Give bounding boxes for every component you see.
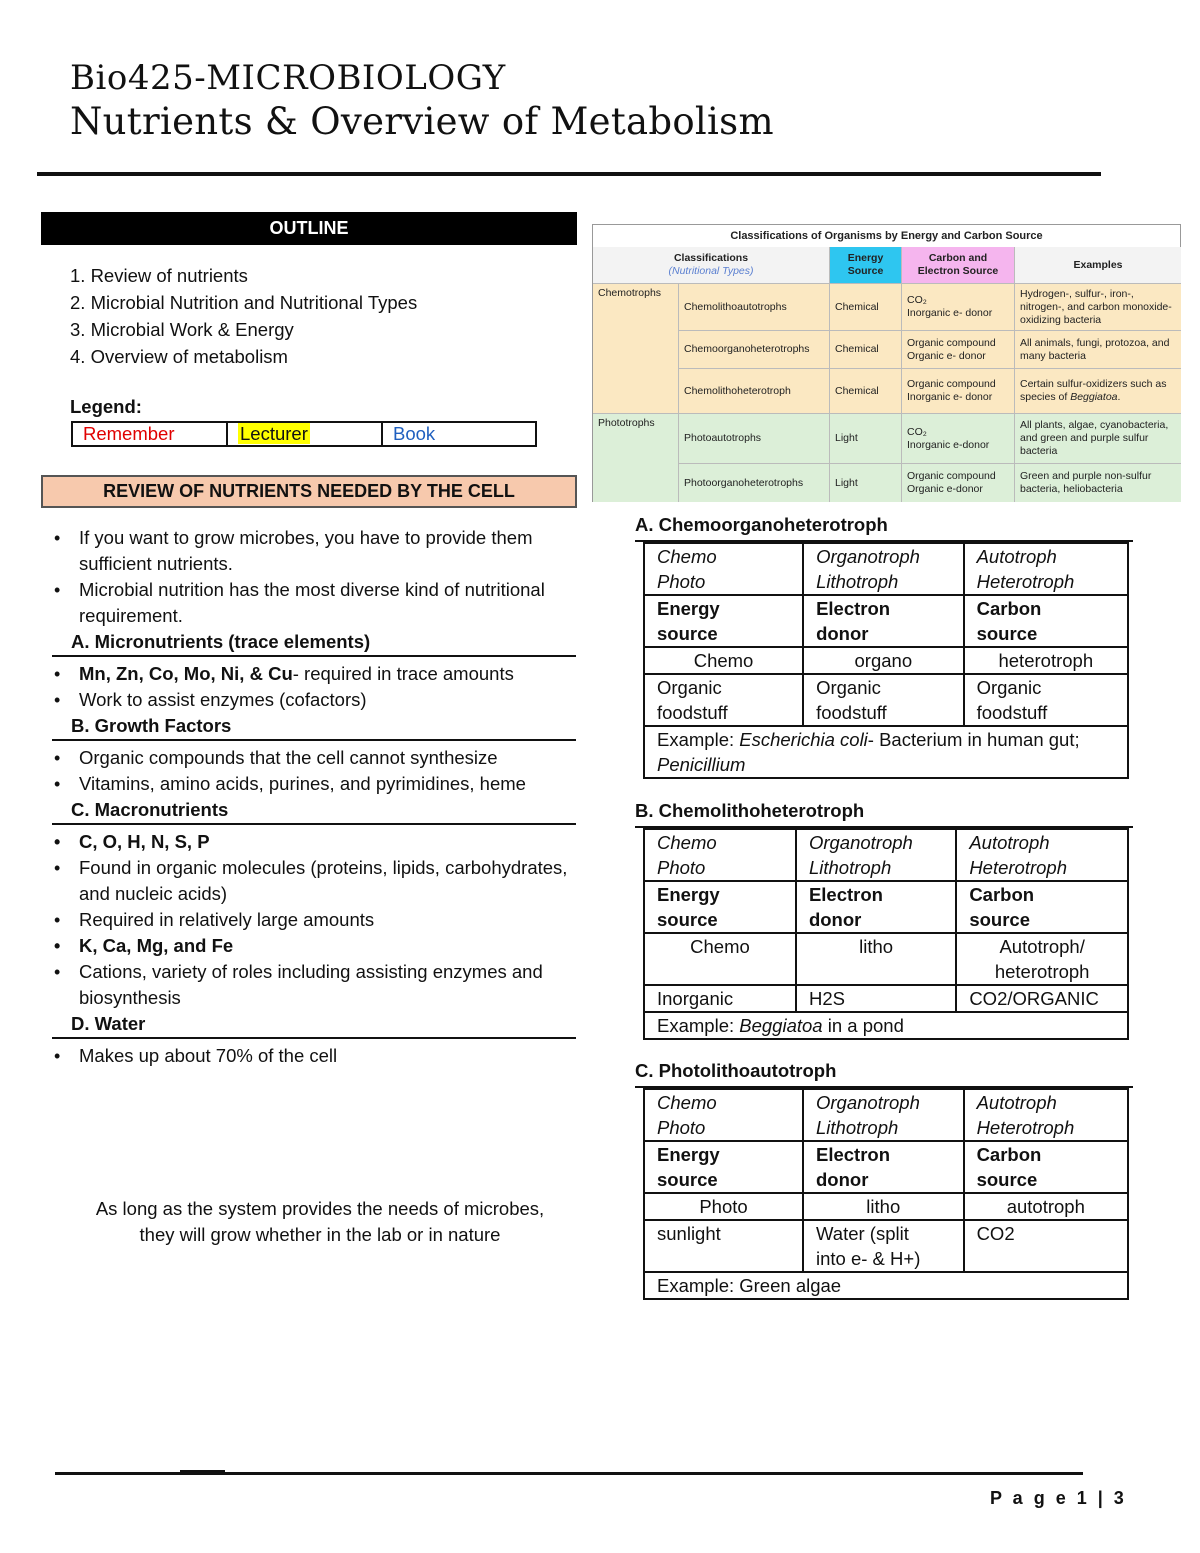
table-cell: Organic foodstuff [644,674,803,726]
bullet-item: • Required in relatively large amounts [52,907,572,933]
example-cell: Example: Beggiatoa in a pond [644,1012,1128,1039]
table-row [644,1220,1128,1272]
table-cell: Autotroph Heterotroph [964,543,1128,595]
bullet-item: • C, O, H, N, S, P [52,829,572,855]
table-row [644,726,1128,778]
table-row [644,933,1128,985]
header-classifications [593,247,830,284]
classification-table [592,224,1181,502]
table-cell: Electron donor [803,1141,964,1193]
table-row [644,829,1128,881]
legend-lecturer [228,423,383,445]
type-cell: Chemolithoheterotroph [679,369,830,414]
table-cell: Carbon source [956,881,1128,933]
page-number: P a g e 1 | 3 [990,1488,1127,1508]
table-row [644,1012,1128,1039]
table-cell: sunlight [644,1220,803,1272]
carbon-source: Organic compound [907,336,996,349]
table-cell: Autotroph/ heterotroph [956,933,1128,985]
header-nutritional-types: (Nutritional Types) [668,265,754,277]
header-divider [37,172,1101,176]
table-row [644,1272,1128,1299]
table-row [644,543,1128,595]
energy-cell: Light [830,414,902,464]
table-cell: Electron donor [803,595,964,647]
table-c-heading: C. Photolithoautotroph [635,1060,837,1081]
outline-item: 1. Review of nutrients [70,265,248,286]
bullet-item: • Work to assist enzymes (cofactors) [52,687,572,713]
bullet-item: • Vitamins, amino acids, purines, and pyrimidines, heme [52,771,572,797]
table-c [643,1088,1129,1300]
example-text: Certain sulfur-oxidizers such as species of [1020,378,1167,403]
bullet-item: • If you want to grow microbes, you have to provide them sufficient nutrients. [52,525,572,577]
table-cell: Organotroph Lithotroph [803,1089,964,1141]
table-a-heading: A. Chemoorganoheterotroph [635,514,888,535]
water-heading: D. Water [52,1011,576,1039]
example-cell: All plants, algae, cyanobacteria, and green and purple sulfur bacteria [1015,414,1181,464]
table-row [644,1141,1128,1193]
bullet-item: • Cations, variety of roles including assisting enzymes and biosynthesis [52,959,572,1011]
review-content [52,525,572,1069]
table-cell: Electron donor [796,881,956,933]
electron-donor: Organic e- donor [907,349,986,362]
energy-cell: Chemical [830,331,902,369]
growth-factors-heading: B. Growth Factors [52,713,576,741]
table-cell: H2S [796,985,956,1012]
table-cell: Chemo [644,933,796,985]
carbon-cell [902,331,1015,369]
table-row [644,881,1128,933]
carbon-source: Organic compound [907,470,996,482]
outline-list [70,262,570,370]
example-cell [1015,369,1181,414]
table-cell: Autotroph Heterotroph [956,829,1128,881]
table-cell: Energy source [644,595,803,647]
example-cell: Hydrogen-, sulfur-, iron-, nitrogen-, and carbon monoxide-oxidizing bacteria [1015,284,1181,331]
table-row [644,985,1128,1012]
legend-label: Legend: [70,396,142,417]
table-b-heading: B. Chemolithoheterotroph [635,800,865,821]
table-cell: Inorganic [644,985,796,1012]
table-cell: Chemo Photo [644,543,803,595]
table-cell: Organotroph Lithotroph [803,543,964,595]
type-cell: Chemoorganoheterotrophs [679,331,830,369]
type-cell: Photoautotrophs [679,414,830,464]
energy-cell: Chemical [830,284,902,331]
micronutrients-heading: A. Micronutrients (trace elements) [52,629,576,657]
table-b [643,828,1129,1040]
table-cell: Organotroph Lithotroph [796,829,956,881]
group-chemotrophs: Chemotrophs [593,284,679,414]
outline-item: 2. Microbial Nutrition and Nutritional Types [70,292,418,313]
table-cell: litho [803,1193,964,1220]
header-carbon-source: Carbon and Electron Source [902,247,1015,284]
example-cell: Example: Green algae [644,1272,1128,1299]
table-cell: Energy source [644,1141,803,1193]
classification-table-title: Classifications of Organisms by Energy and Carbon Source [593,225,1180,248]
energy-cell: Light [830,464,902,502]
electron-donor: Inorganic e- donor [907,391,993,403]
table-row [644,1193,1128,1220]
outline-item: 3. Microbial Work & Energy [70,319,294,340]
carbon-cell [902,414,1015,464]
carbon-cell [902,464,1015,502]
example-cell: All animals, fungi, protozoa, and many bacteria [1015,331,1181,369]
legend-table [71,421,537,447]
table-row [644,1089,1128,1141]
course-title: Bio425-MICROBIOLOGY [70,58,506,98]
header-examples: Examples [1015,247,1181,284]
legend-lecturer-label: Lecturer [240,423,308,444]
table-row [644,647,1128,674]
electron-donor: Inorganic e- donor [907,307,993,319]
table-cell: litho [796,933,956,985]
table-cell: Autotroph Heterotroph [964,1089,1128,1141]
legend-remember: Remember [73,423,228,445]
table-cell: Organic foodstuff [964,674,1128,726]
footer-accent [180,1470,225,1474]
bullet-item: • Found in organic molecules (proteins, lipids, carbohydrates, and nucleic acids) [52,855,572,907]
table-cell: Chemo Photo [644,829,796,881]
type-cell: Chemolithoautotrophs [679,284,830,331]
carbon-cell [902,369,1015,414]
review-section-header: REVIEW OF NUTRIENTS NEEDED BY THE CELL [41,475,577,508]
legend-book: Book [393,423,436,444]
bullet-item: • Microbial nutrition has the most diverse kind of nutritional requirement. [52,577,572,629]
electron-donor: Inorganic e-donor [907,438,990,451]
table-cell: CO2/ORGANIC [956,985,1128,1012]
table-row [644,674,1128,726]
type-cell: Photoorganoheterotrophs [679,464,830,502]
table-cell: Chemo Photo [644,1089,803,1141]
table-cell: organo [803,647,964,674]
table-cell: Water (split into e- & H+) [803,1220,964,1272]
outline-item: 4. Overview of metabolism [70,346,288,367]
table-row [644,595,1128,647]
outline-header: OUTLINE [41,212,577,245]
bullet-item: • Organic compounds that the cell cannot synthesize [52,745,572,771]
table-cell: Chemo [644,647,803,674]
table-cell: Photo [644,1193,803,1220]
carbon-cell [902,284,1015,331]
carbon-source: CO₂ [907,425,927,438]
bullet-item: • Makes up about 70% of the cell [52,1043,572,1069]
table-cell: CO2 [964,1220,1128,1272]
table-cell: Carbon source [964,1141,1128,1193]
table-cell: Organic foodstuff [803,674,964,726]
carbon-source: Organic compound [907,378,996,390]
table-a [643,542,1129,779]
group-phototrophs: Phototrophs [593,414,679,502]
header-classifications-label: Classifications [673,252,749,264]
electron-donor: Organic e-donor [907,483,983,495]
table-cell: Carbon source [964,595,1128,647]
example-genus: Beggiatoa [1070,391,1118,403]
page-title: Nutrients & Overview of Metabolism [70,100,774,143]
example-cell: Example: Escherichia coli- Bacterium in human gut; Penicillium [644,726,1128,778]
example-cell: Green and purple non-sulfur bacteria, heliobacteria [1015,464,1181,502]
carbon-source: CO₂ [907,294,927,306]
macronutrients-heading: C. Macronutrients [52,797,576,825]
micronutrients-note: - required in trace amounts [292,663,514,684]
closing-note: As long as the system provides the needs of microbes, they will grow whether in the lab or in nature [95,1198,545,1245]
bullet-item [52,661,572,687]
table-cell: heterotroph [964,647,1128,674]
table-cell: Energy source [644,881,796,933]
example-punct: . [1117,391,1121,403]
header-energy-source: Energy Source [830,247,902,284]
micronutrients-list: Mn, Zn, Co, Mo, Ni, & Cu [79,663,293,684]
bullet-item: • K, Ca, Mg, and Fe [52,933,572,959]
table-cell: autotroph [964,1193,1128,1220]
energy-cell: Chemical [830,369,902,414]
